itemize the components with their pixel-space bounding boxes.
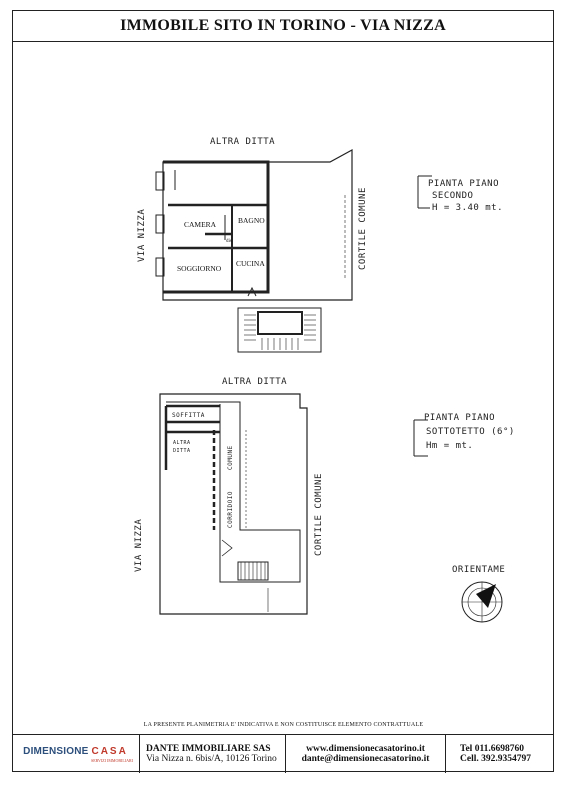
attic-soffitta-label: SOFFITTA	[172, 412, 205, 419]
attic-info-line1: PIANTA PIANO	[424, 413, 496, 423]
agency-name: DANTE IMMOBILIARE SAS	[146, 744, 271, 754]
footer	[12, 734, 554, 773]
website-link[interactable]: www.dimensionecasatorino.it	[306, 744, 425, 754]
attic-courtyard-label: CORTILE COMUNE	[314, 473, 324, 556]
page-title: IMMOBILE SITO IN TORINO - VIA NIZZA	[13, 11, 553, 42]
phone-number: Tel 011.6698760	[460, 744, 525, 754]
attic-info-line2: SOTTOTETTO (6°)	[426, 427, 515, 437]
compass-rose-icon	[462, 582, 502, 622]
brand-logo	[12, 735, 140, 773]
room-camera: CAMERA	[184, 220, 217, 229]
compass-label: ORIENTAME	[452, 565, 506, 575]
room-cucina: CUCINA	[236, 259, 265, 268]
agency-address: Via Nizza n. 6bis/A, 10126 Torino	[146, 754, 277, 764]
attic-comune-label: COMUNE	[227, 445, 234, 470]
room-soggiorno: SOGGIORNO	[177, 264, 222, 273]
phone-contacts	[446, 735, 554, 773]
second-info-line2: SECONDO	[432, 191, 474, 201]
second-info-line1: PIANTA PIANO	[428, 179, 500, 189]
room-bagno: BAGNO	[238, 216, 265, 225]
brand-logo-tagline: SERVIZI IMMOBILIARI	[90, 757, 133, 763]
brand-logo-text	[23, 746, 128, 757]
mobile-number: Cell. 392.9354797	[460, 754, 531, 764]
attic-corridoio-label: CORRIDOIO	[227, 490, 234, 528]
second-courtyard-label: CORTILE COMUNE	[358, 187, 368, 270]
attic-ditta-label: DITTA	[173, 448, 191, 454]
attic-street-label: VIA NIZZA	[134, 518, 144, 572]
web-contacts	[286, 735, 446, 773]
attic-top-label: ALTRA DITTA	[222, 377, 288, 387]
second-info-line3: H = 3.40 mt.	[432, 203, 504, 213]
brand-logo-part1: DIMENSIONE	[23, 745, 89, 757]
attic-info-line3: Hm = mt.	[426, 441, 474, 451]
disclaimer-note: LA PRESENTE PLANIMETRIA E' INDICATIVA E NON COSTITUISCE ELEMENTO CONTRATTUALE	[143, 722, 424, 728]
second-street-label: VIA NIZZA	[137, 208, 147, 262]
plan-second-floor	[156, 150, 352, 352]
brand-logo-part2: CASA	[91, 745, 128, 757]
attic-altra-label: ALTRA	[173, 440, 191, 446]
agency-info	[140, 735, 286, 773]
second-top-label: ALTRA DITTA	[210, 137, 276, 147]
email-link[interactable]: dante@dimensionecasatorino.it	[301, 754, 430, 764]
room-disimpegno: dis	[226, 239, 232, 244]
